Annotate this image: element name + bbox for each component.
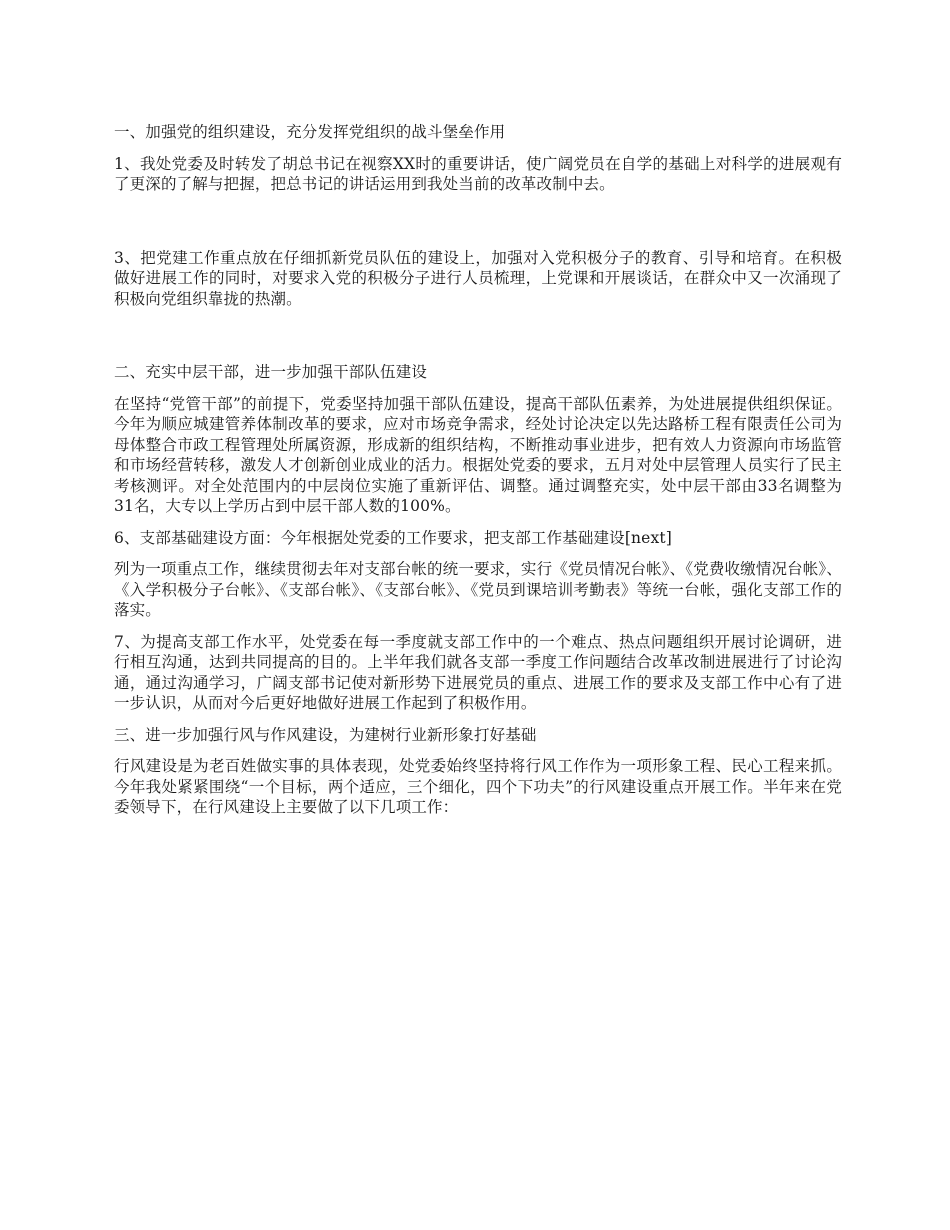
section-heading-1: 一、加强党的组织建设，充分发挥党组织的战斗堡垒作用: [114, 123, 506, 141]
section-heading-2: 二、充实中层干部，进一步加强干部队伍建设: [114, 363, 428, 381]
paragraph-style-building: 行风建设是为老百姓做实事的具体表现，处党委始终坚持将行风工作作为一项形象工程、民心工程来抓。今年我处紧紧围绕“一个目标，两个适应，三个细化，四个下功夫”的行风建设重点开展工作。半年来在党委领导下，在行风建设上主要做了以下几项工作：: [114, 757, 842, 816]
paragraph-item-1: 1、我处党委及时转发了胡总书记在视察XX时的重要讲话，使广阔党员在自学的基础上对科学的进展观有了更深的了解与把握，把总书记的讲话运用到我处当前的改革改制中去。: [114, 154, 842, 193]
paragraph-item-3: 3、把党建工作重点放在仔细抓新党员队伍的建设上，加强对入党积极分子的教育、引导和培育。在积极做好进展工作的同时，对要求入党的积极分子进行人员梳理，上党课和开展谈话，在群众中又一次涌现了积极向党组织靠拢的热潮。: [114, 248, 842, 308]
paragraph-item-6: 6、支部基础建设方面：今年根据处党委的工作要求，把支部工作基础建设[next]: [114, 528, 672, 547]
paragraph-item-6-continued: 列为一项重点工作，继续贯彻去年对支部台帐的统一要求，实行《党员情况台帐》、《党费收缴情况台帐》、《入学积极分子台帐》、《支部台帐》、《支部台帐》、《党员到课培训考勤表》等统一台帐，强化支部工作的落实。: [114, 560, 842, 619]
blank-gap: [114, 206, 842, 248]
document-body: [114, 122, 842, 829]
section-heading-3: 三、进一步加强行风与作风建设，为建树行业新形象打好基础: [114, 725, 537, 744]
paragraph-item-7: 7、为提高支部工作水平，处党委在每一季度就支部工作中的一个难点、热点问题组织开展讨论调研，进行相互沟通，达到共同提高的目的。上半年我们就各支部一季度工作问题结合改革改制进展进行了讨论沟通，通过沟通学习，广阔支部书记使对新形势下进展党员的重点、进展工作的要求及支部工作中心有了进一步认识，从而对今后更好地做好进展工作起到了积极作用。: [114, 632, 842, 712]
blank-gap: [114, 320, 842, 362]
paragraph-cadre-building: 在坚持“党管干部”的前提下，党委坚持加强干部队伍建设，提高干部队伍素养，为处进展提供组织保证。今年为顺应城建管养体制改革的要求，应对市场竞争需求，经处讨论决定以先达路桥工程有限责任公司为母体整合市政工程管理处所属资源，形成新的组织结构，不断推动事业进步，把有效人力资源向市场监管和市场经营转移，激发人才创新创业成业的活力。根据处党委的要求，五月对处中层管理人员实行了民主考核测评。对全处范围内的中层岗位实施了重新评估、调整。通过调整充实，处中层干部由33名调整为31名，大专以上学历占到中层干部人数的100%。: [114, 394, 842, 515]
